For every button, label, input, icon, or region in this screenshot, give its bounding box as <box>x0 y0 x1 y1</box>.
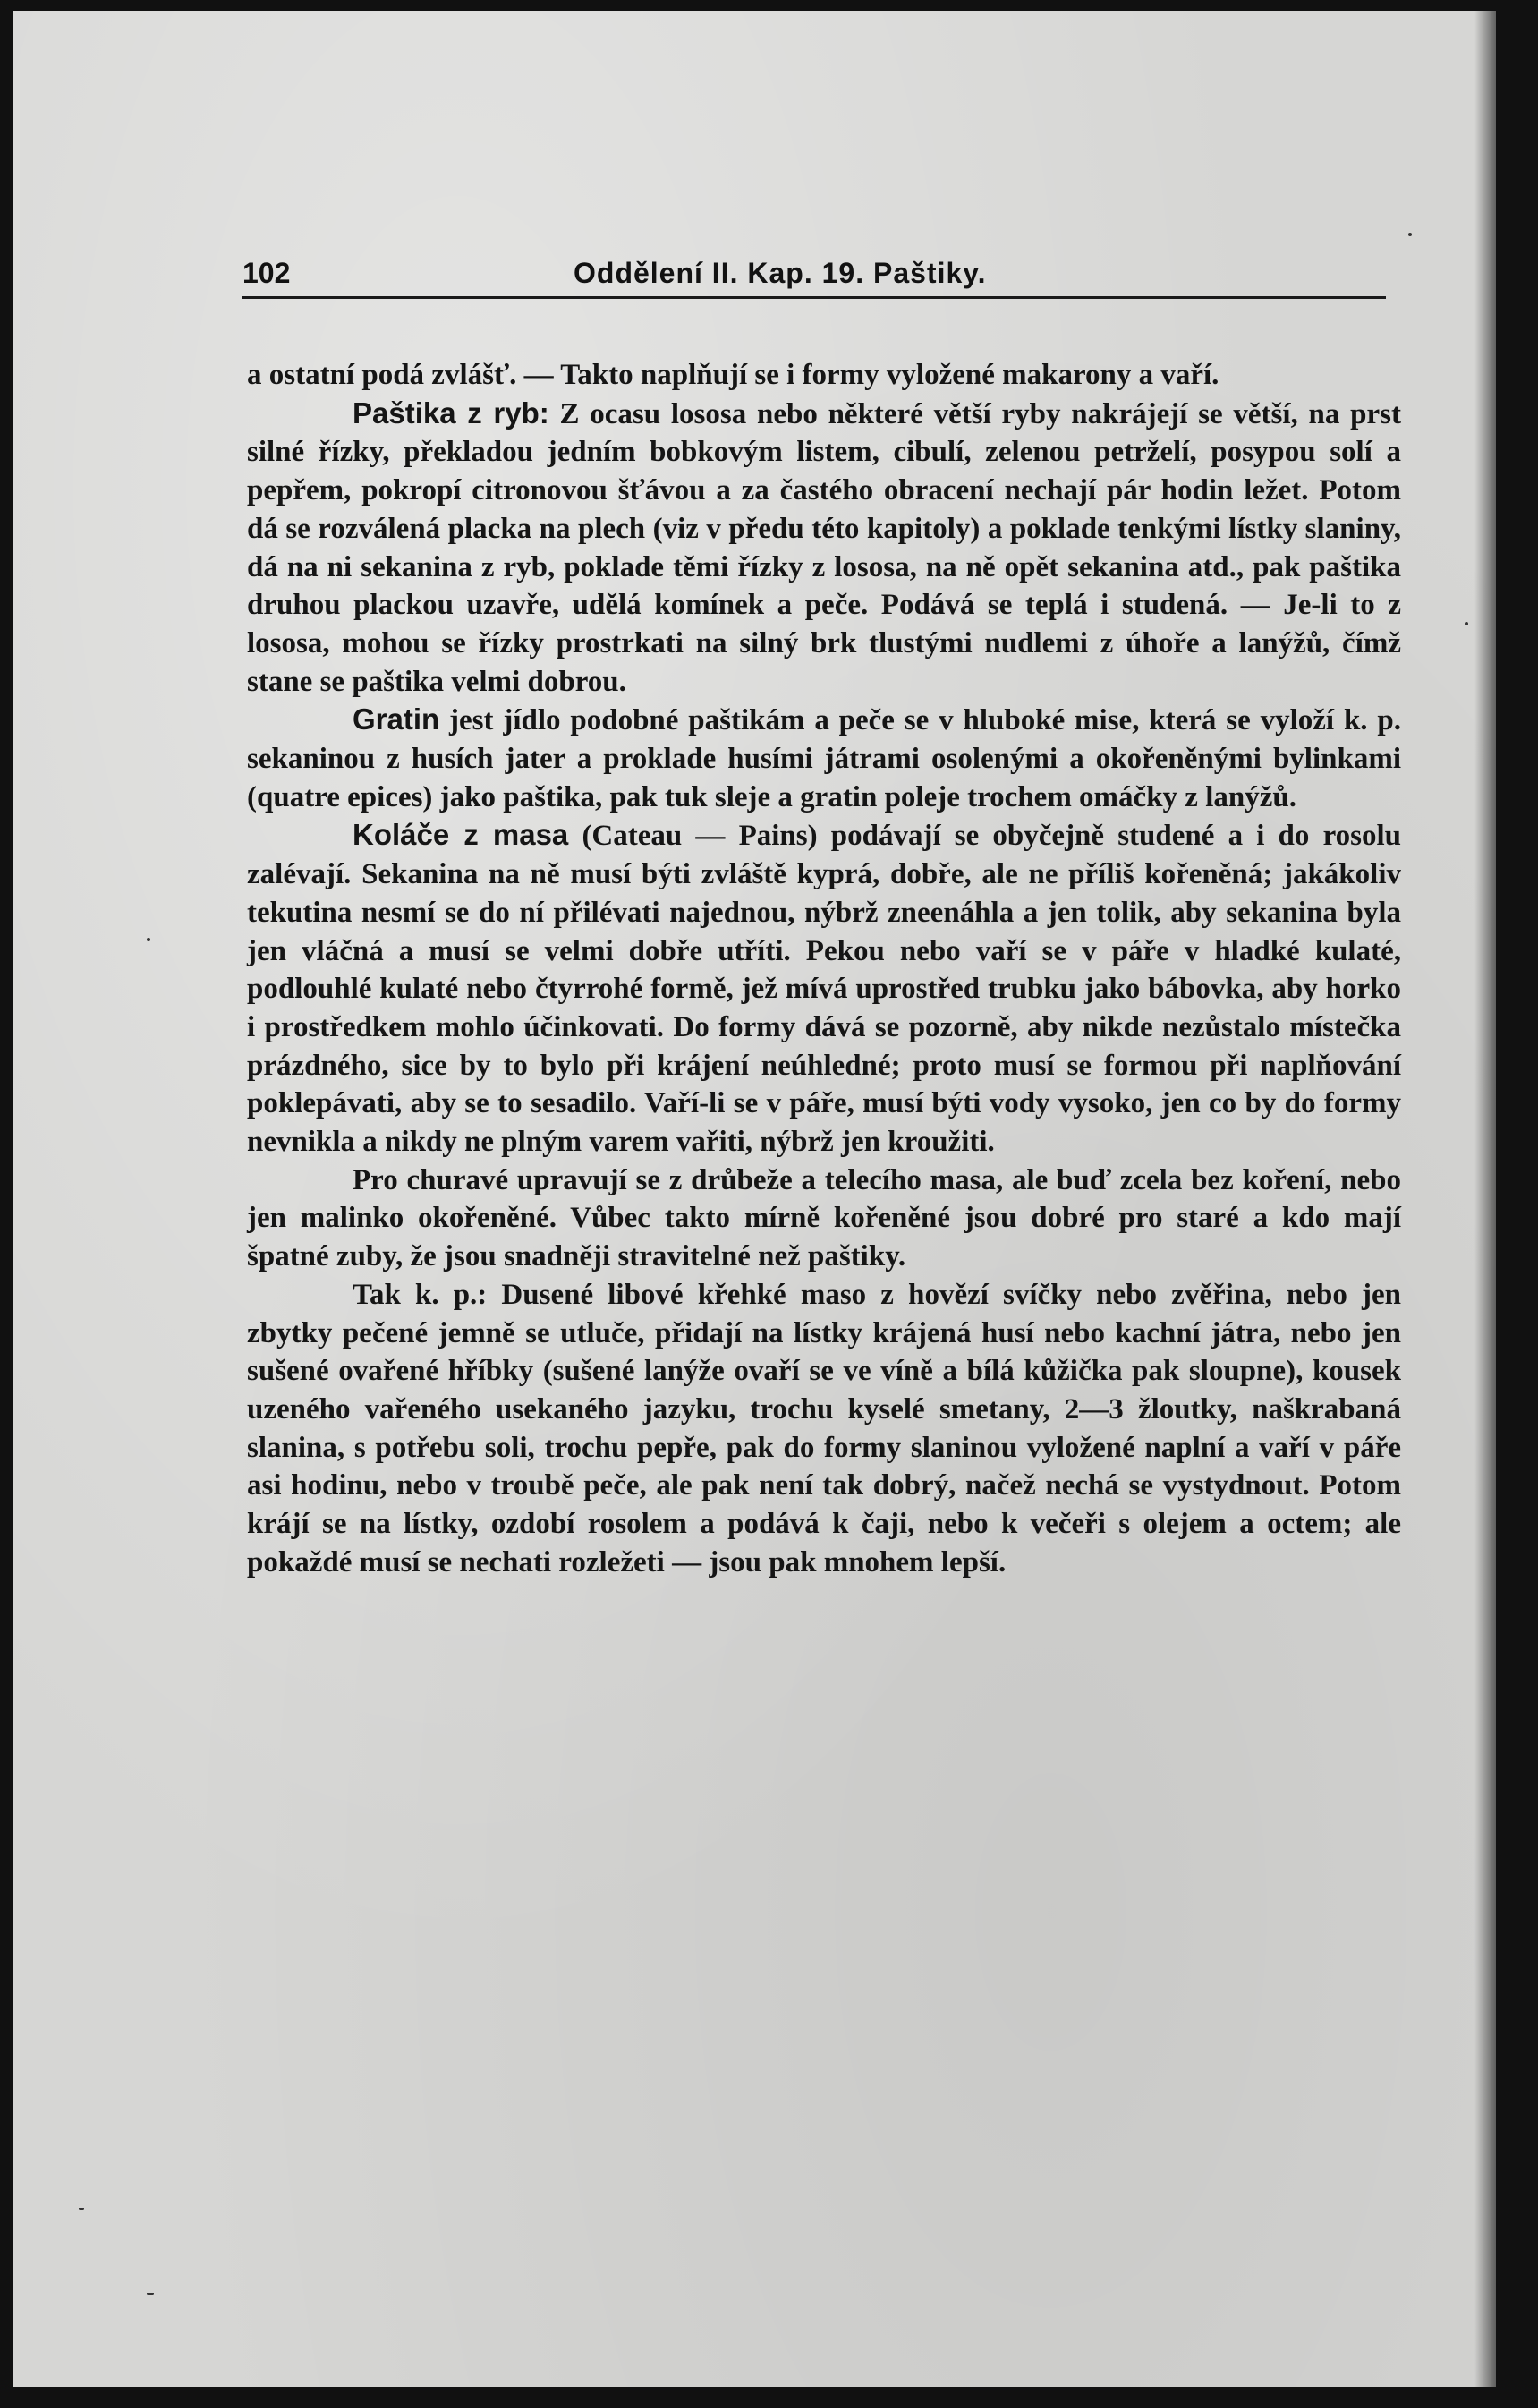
paragraph-heading: Gratin <box>353 702 440 736</box>
page-number: 102 <box>242 257 291 289</box>
page-edge-shadow <box>1474 11 1496 2387</box>
page-header <box>242 257 1386 299</box>
paragraph-example <box>247 1276 1401 1582</box>
paper-speck <box>147 938 150 941</box>
paragraph-continuation <box>247 356 1401 395</box>
paragraph-heading: Koláče z masa <box>353 818 569 852</box>
paragraph-heading: Paštika z ryb: <box>353 396 549 430</box>
paper-speck <box>1465 622 1468 625</box>
paper-speck <box>147 2293 154 2295</box>
paragraph-meat-cakes <box>247 816 1401 1161</box>
paragraph-text: Pro churavé upravují se z drůbeže a telecího masa, ale buď zcela bez koření, nebo jen malinko okořeněné. Vůbec takto mírně kořeněné jsou dobré pro staré a kdo mají špatné zuby, že jsou snadněji stravitelné než paštiky. <box>247 1163 1401 1273</box>
running-head: Oddělení II. Kap. 19. Paštiky. <box>574 257 987 289</box>
paragraph-gratin <box>247 701 1401 816</box>
paragraph-text: (Cateau — Pains) podávají se obyčejně studené a i do rosolu zalévají. Sekanina na ně musí býti zvláště kyprá, dobře, ale ne příliš kořeněná; jakákoliv tekutina nesmí se do ní přilévati najednou, nýbrž zneenáhla a jen tolik, aby sekanina byla jen vláčná a musí se velmi dobře utříti. Pekou nebo vaří se v páře v hladké kulaté, podlouhlé kulaté nebo čtyrrohé formě, jež mívá uprostřed trubku jako bábovka, aby horko i prostředkem mohlo účinkovati. Do formy dává se pozorně, aby nikde nezůstalo místečka prázdného, sice by to bylo při krájení neúhledné; proto musí se formou při naplňování poklepávati, aby se to sesadilo. Vaří-li se v páře, musí býti vody vysoko, jen co by do formy nevnikla a nikdy ne plným varem vařiti, nýbrž jen kroužiti. <box>247 820 1401 1159</box>
paragraph-text: Tak k. p.: Dusené libové křehké maso z hovězí svíčky nebo zvěřina, nebo jen zbytky pečené jemně se utluče, přidají na lístky krájená husí nebo kachní játra, nebo jen sušené ovařené hříbky (sušené lanýže ovaří se ve víně a bílá kůžička pak sloupne), kousek uzeného vařeného usekaného jazyku, trochu kyselé smetany, 2—3 žloutky, naškrabaná slanina, s potřebu soli, trochu pepře, pak do formy slaninou vyložené naplní a vaří v páře asi hodinu, nebo v troubě peče, ale pak není tak dobrý, načež nechá se vystydnout. Potom krájí se na lístky, ozdobí rosolem a podává k čaji, nebo k večeři s olejem a octem; ale pokaždé musí se nechati rozležeti — jsou pak mnohem lepší. <box>247 1278 1401 1578</box>
book-page <box>13 11 1496 2387</box>
paragraph-text: a ostatní podá zvlášť. — Takto naplňují se i formy vyložené makarony a vaří. <box>247 359 1219 391</box>
paragraph-for-invalids <box>247 1161 1401 1276</box>
paper-speck <box>1408 233 1412 236</box>
paragraph-fish-pate <box>247 395 1401 702</box>
paper-speck <box>79 2208 84 2210</box>
paragraph-text: Z ocasu lososa nebo některé větší ryby nakrájejí se větší, na prst silné řízky, překladou jedním bobkovým listem, cibulí, zelenou petrželí, posypou solí a pepřem, pokropí citronovou šťávou a za častého obracení nechají pár hodin ležet. Potom dá se rozválená placka na plech (viz v předu této kapitoly) a poklade tenkými lístky slaniny, dá na ni sekanina z ryb, poklade těmi řízky z lososa, na ně opět sekanina atd., pak paštika druhou plackou uzavře, udělá komínek a peče. Podává se teplá i studená. — Je-li to z lososa, mohou se řízky prostrkati na silný brk tlustými nudlemi z úhoře a lanýžů, čímž stane se paštika velmi dobrou. <box>247 397 1401 698</box>
page-body <box>247 356 1401 1582</box>
paragraph-text: jest jídlo podobné paštikám a peče se v hluboké mise, která se vyloží k. p. sekaninou z husích jater a proklade husími játrami osolenými a okořeněnými bylinkami (quatre epices) jako paštika, pak tuk sleje a gratin poleje trochem omáčky z lanýžů. <box>247 704 1401 813</box>
